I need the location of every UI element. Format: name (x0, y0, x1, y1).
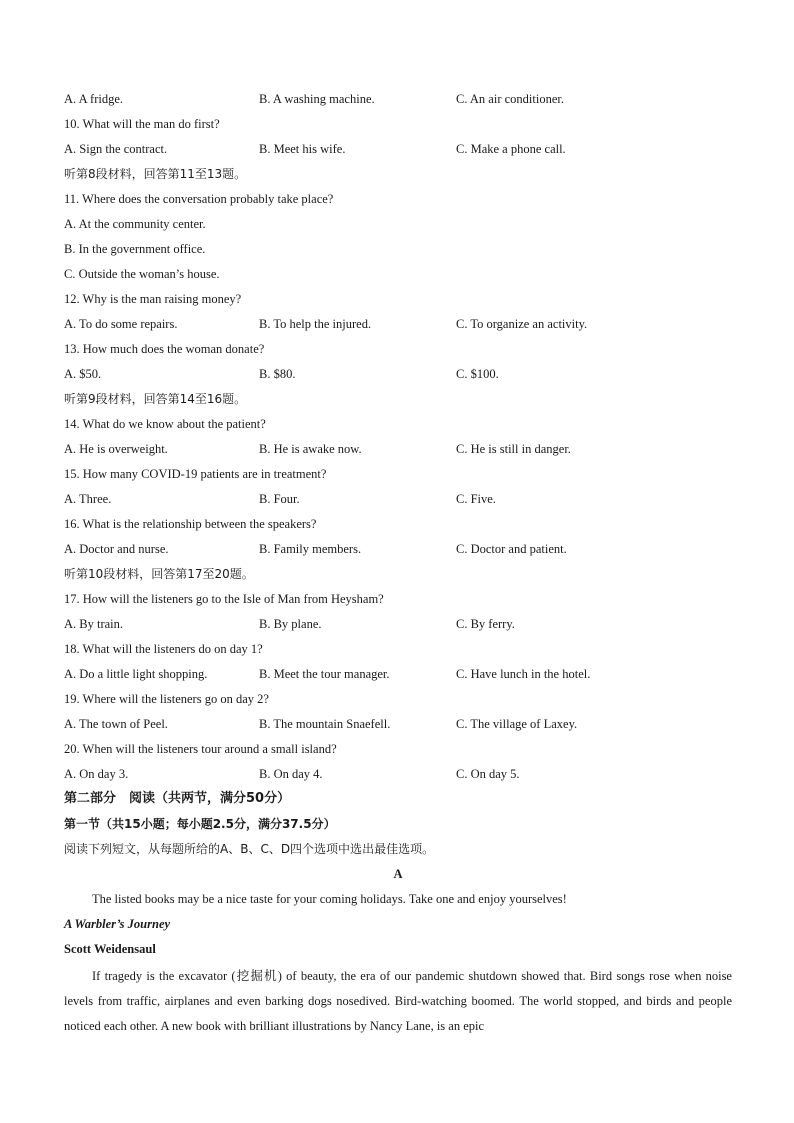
option-a: A. He is overweight. (64, 442, 168, 456)
option-c: C. Five. (456, 492, 496, 506)
option-b: B. $80. (259, 367, 296, 381)
option-b: B. To help the injured. (259, 317, 372, 331)
option-c: C. The village of Laxey. (456, 717, 578, 731)
option-a: A. A fridge. (64, 92, 124, 106)
option-a: A. Three. (64, 492, 112, 506)
option-b: B. He is awake now. (259, 442, 362, 456)
option-b: B. On day 4. (259, 767, 323, 781)
option-a: A. The town of Peel. (64, 717, 168, 731)
passage-label: A (393, 867, 403, 881)
option-c: C. Have lunch in the hotel. (456, 667, 591, 681)
option-b: B. A washing machine. (259, 92, 375, 106)
q10-stem: 10. What will the man do first? (64, 117, 220, 131)
q14-stem: 14. What do we know about the patient? (64, 417, 266, 431)
option-a: A. By train. (64, 617, 124, 631)
option-b: B. Four. (259, 492, 300, 506)
q11-option-c: C. Outside the woman’s house. (64, 267, 220, 281)
option-b: B. By plane. (259, 617, 322, 631)
q13-options (64, 364, 732, 389)
option-a: A. On day 3. (64, 767, 129, 781)
part2-title: 第二部分 阅读（共两节，满分50分） (64, 791, 291, 806)
q13-stem: 13. How much does the woman donate? (64, 342, 265, 356)
option-c: C. Make a phone call. (456, 142, 566, 156)
q18-options (64, 664, 732, 689)
option-b: B. Family members. (259, 542, 362, 556)
option-c: C. He is still in danger. (456, 442, 571, 456)
book-title: A Warbler’s Journey (64, 917, 171, 931)
q11-option-a: A. At the community center. (64, 217, 206, 231)
exam-page (64, 89, 732, 1039)
option-c: C. Doctor and patient. (456, 542, 567, 556)
q20-options (64, 764, 732, 789)
q11-stem: 11. Where does the conversation probably take place? (64, 192, 334, 206)
book-paragraph: If tragedy is the excavator (挖掘机) of beauty, the era of our pandemic shutdown showed that. Bird songs rose when noise levels from traffic, airplanes and even barking dogs nosedived. Bird-watching boomed. The world stopped, and birds and people noticed each other. A new book with brilliant illustrations by Nancy Lane, is an epic (64, 969, 732, 1033)
option-b: B. Meet his wife. (259, 142, 346, 156)
option-c: C. To organize an activity. (456, 317, 588, 331)
q12-options (64, 314, 732, 339)
option-c: C. $100. (456, 367, 499, 381)
q20-stem: 20. When will the listeners tour around a small island? (64, 742, 337, 756)
option-c: C. By ferry. (456, 617, 515, 631)
q12-stem: 12. Why is the man raising money? (64, 292, 242, 306)
option-b: B. Meet the tour manager. (259, 667, 390, 681)
q10-options (64, 139, 732, 164)
q19-stem: 19. Where will the listeners go on day 2? (64, 692, 269, 706)
option-a: A. Sign the contract. (64, 142, 168, 156)
reading-instructions: 阅读下列短文，从每题所给的A、B、C、D四个选项中选出最佳选项。 (64, 842, 435, 856)
section1-title: 第一节（共15小题；每小题2.5分，满分37.5分） (64, 817, 336, 831)
option-a: A. Doctor and nurse. (64, 542, 169, 556)
q15-stem: 15. How many COVID-19 patients are in treatment? (64, 467, 327, 481)
q14-options (64, 439, 732, 464)
book-author: Scott Weidensaul (64, 942, 156, 956)
option-a: A. To do some repairs. (64, 317, 178, 331)
q18-stem: 18. What will the listeners do on day 1? (64, 642, 263, 656)
q11-option-b: B. In the government office. (64, 242, 206, 256)
passage-intro: The listed books may be a nice taste for your coming holidays. Take one and enjoy yourselves! (92, 892, 567, 906)
option-a: A. Do a little light shopping. (64, 667, 208, 681)
section9-header: 听第9段材料，回答第14至16题。 (64, 392, 247, 406)
q19-options (64, 714, 732, 739)
section8-header: 听第8段材料，回答第11至13题。 (64, 167, 247, 181)
q17-stem: 17. How will the listeners go to the Isle of Man from Heysham? (64, 592, 384, 606)
option-b: B. The mountain Snaefell. (259, 717, 391, 731)
section10-header: 听第10段材料，回答第17至20题。 (64, 567, 254, 581)
option-a: A. $50. (64, 367, 102, 381)
q9-options (64, 89, 732, 114)
q16-options (64, 539, 732, 564)
q17-options (64, 614, 732, 639)
option-c: C. An air conditioner. (456, 92, 564, 106)
q15-options (64, 489, 732, 514)
q16-stem: 16. What is the relationship between the speakers? (64, 517, 317, 531)
option-c: C. On day 5. (456, 767, 520, 781)
